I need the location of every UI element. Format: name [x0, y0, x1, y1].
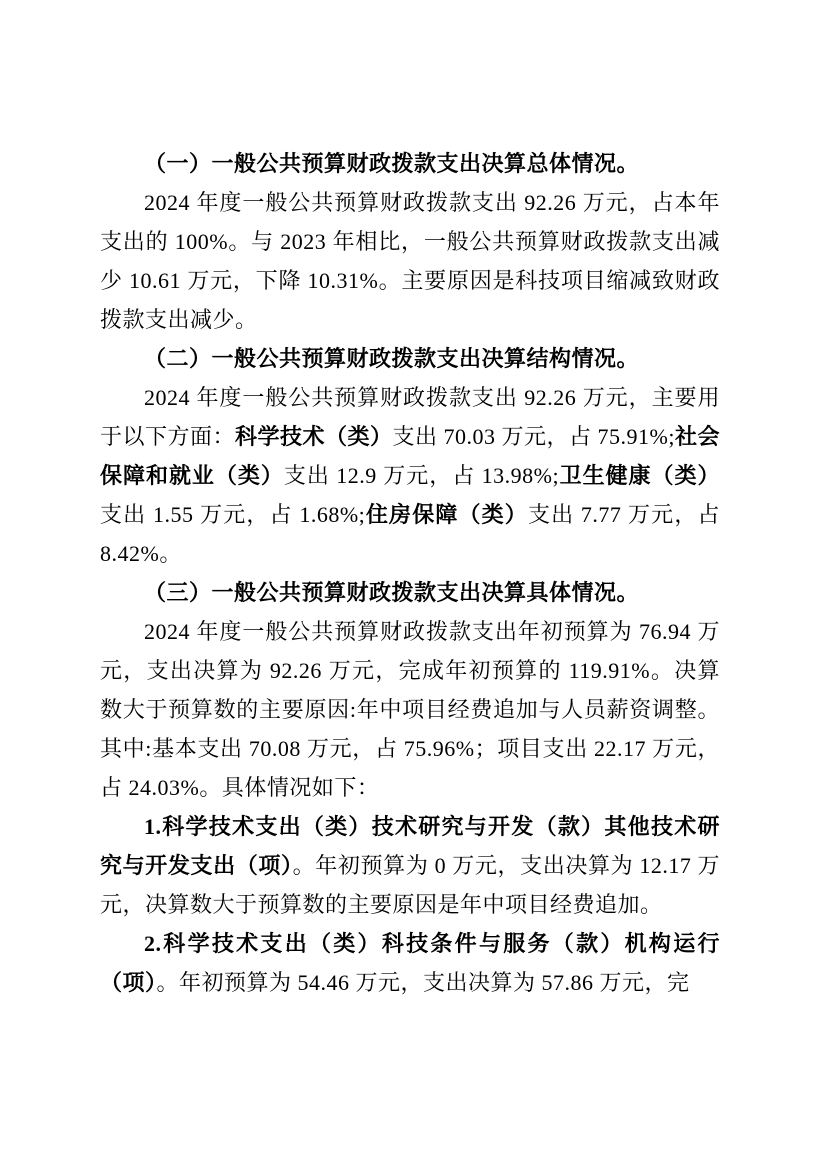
item-1-paragraph [100, 807, 720, 924]
section-2-paragraph [100, 378, 720, 573]
section-1-heading: （一）一般公共预算财政拨款支出决算总体情况。 [144, 151, 640, 176]
section-2-heading: （二）一般公共预算财政拨款支出决算结构情况。 [144, 346, 640, 371]
text-run: 支出 1.55 万元，占 1.68%; [100, 502, 366, 527]
text-run: 2024 年度一般公共预算财政拨款支出 92.26 万元，占本年支出的 100%。与 2023 年相比，一般公共预算财政拨款支出减少 10.61 万元，下降 10.31%。主要原因是科技项目缩减致财政拨款支出减少。 [100, 190, 720, 332]
text-run: 支出 12.9 万元，占 13.98%; [283, 463, 560, 488]
section-3-heading: （三）一般公共预算财政拨款支出决算具体情况。 [144, 580, 640, 605]
text-run-bold: 科学技术（类） [235, 424, 393, 449]
text-run-bold: 住房保障（类） [365, 502, 528, 527]
section-1-paragraph [100, 183, 720, 339]
text-run-bold: 2.科学技术支出（类）科技条件与服务（款）机构运行（项） [100, 931, 720, 995]
text-run: 支出 7.77 万元，占 8.42%。 [100, 502, 720, 566]
text-run-bold: 1.科学技术支出（类）技术研究与开发（款）其他技术研究与开发支出（项） [100, 814, 720, 878]
item-2-paragraph [100, 924, 720, 1002]
section-3-paragraph [100, 612, 720, 807]
document-body [100, 144, 720, 1002]
text-run: 。年初预算为 0 万元，支出决算为 12.17 万元，决算数大于预算数的主要原因是年中项目经费追加。 [100, 853, 720, 917]
text-run-bold: 卫生健康（类） [559, 463, 720, 488]
text-run: 2024 年度一般公共预算财政拨款支出年初预算为 76.94 万元，支出决算为 92.26 万元，完成年初预算的 119.91%。决算数大于预算数的主要原因:年中项目经费追加与人员薪资调整。其中:基本支出 70.08 万元，占 75.96%；项目支出 22.17 万元，占 24.03%。具体情况如下： [100, 619, 720, 800]
text-run: 支出 70.03 万元，占 75.91%; [392, 424, 675, 449]
text-run: 2024 年度一般公共预算财政拨款支出 92.26 万元，主要用于以下方面： [100, 385, 720, 449]
text-run: 。年初预算为 54.46 万元，支出决算为 57.86 万元，完 [156, 970, 690, 995]
text-run-bold: 社会保障和就业（类） [100, 424, 720, 488]
